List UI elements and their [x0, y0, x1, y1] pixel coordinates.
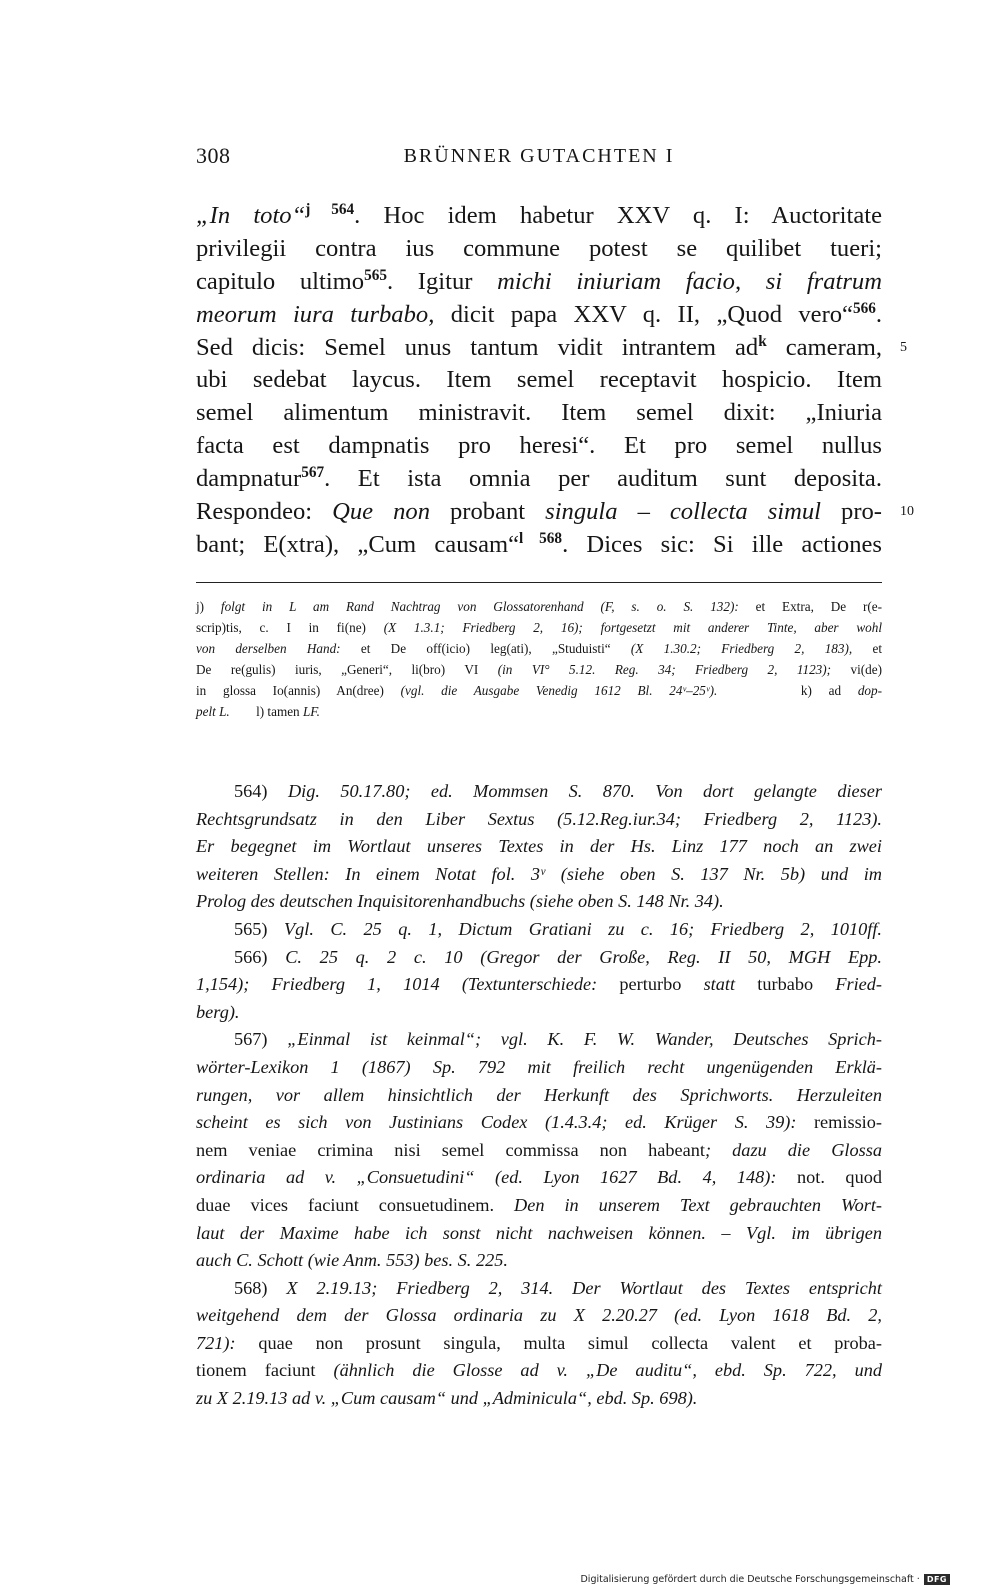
text-line: [196, 332, 907, 365]
footnote-line: [196, 806, 882, 834]
text-span: pro-: [821, 498, 882, 526]
italic-phrase: ordinaria ad v. „Consuetudini“ (ed. Lyon 1627 Bd. 4, 148):: [196, 1167, 777, 1188]
footnote-line: [196, 1220, 882, 1248]
italic-phrase: (vgl. die Ausgabe Venedig 1612 Bl. 24ᵛ–25ᵛ).: [400, 683, 718, 698]
apparatus-line: [196, 680, 882, 701]
text-span: j): [196, 599, 221, 614]
text-line: [196, 266, 882, 299]
text-span: Sed dicis: Semel unus tantum vidit intrantem ad: [196, 333, 759, 361]
credit-text: Digitalisierung gefördert durch die Deutsche Forschungsgemeinschaft ·: [580, 1574, 920, 1585]
italic-phrase: Den in unserem Text gebrauchten Wort-: [494, 1194, 882, 1215]
text-span: scrip)tis, c. I in fi(ne): [196, 620, 384, 635]
text-span: . Hoc idem habetur XXV q. I: Auctoritate: [354, 202, 882, 229]
text-span: . Et ista omnia per auditum sunt deposita.: [324, 465, 882, 493]
italic-phrase: zu X 2.19.13 ad v. „Cum causam“ und „Adminicula“, ebd. Sp. 698).: [196, 1388, 698, 1409]
footnote-line: [196, 778, 882, 806]
text-span: turbabo: [735, 974, 836, 995]
footnote-line: [196, 944, 882, 972]
footnote-line: [196, 1109, 882, 1137]
italic-phrase: (X 1.30.2; Friedberg 2, 183),: [630, 641, 853, 656]
italic-phrase: (in VI° 5.12. Reg. 34; Friedberg 2, 1123);: [497, 662, 832, 677]
page-number: 308: [196, 143, 231, 168]
italic-phrase: (ähnlich die Glosse ad v. „De auditu“, ebd. Sp. 722, und: [315, 1360, 883, 1381]
text-span: quae non prosunt singula, multa simul collecta valent et proba-: [235, 1332, 882, 1353]
text-span: . Dices sic: Si ille actiones: [562, 530, 882, 558]
text-span: –: [617, 498, 670, 526]
text-span: De re(gulis) iuris, „Generi“, li(bro) VI: [196, 662, 498, 677]
text-line: [196, 299, 882, 332]
text-span: probant: [430, 498, 546, 526]
italic-phrase: Rechtsgrundsatz in den Liber Sextus (5.12.Reg.iur.34; Friedberg 2, 1123).: [196, 808, 882, 829]
italic-phrase: Vgl. C. 25 q. 1, Dictum Gratiani zu c. 16; Friedberg 2, 1010ff.: [283, 918, 882, 939]
footnote-number: 564): [234, 781, 288, 801]
note-marker: 565: [364, 266, 387, 284]
italic-phrase: „In toto“: [196, 202, 306, 229]
italic-phrase: X 2.19.13; Friedberg 2, 314. Der Wortlaut des Textes entspricht: [286, 1277, 882, 1298]
italic-phrase: auch C. Schott (wie Anm. 553) bes. S. 225.: [196, 1250, 508, 1271]
italic-phrase: singula: [545, 498, 618, 526]
italic-phrase: von derselben Hand:: [196, 641, 341, 656]
footnote-line: [196, 1302, 882, 1330]
text-span: .: [875, 300, 883, 328]
footnote-line: [196, 1082, 882, 1110]
footnote-line: [196, 833, 882, 861]
footnote-line: [196, 1357, 882, 1385]
footnote-number: 568): [234, 1277, 287, 1298]
italic-phrase: pelt L.: [196, 704, 230, 719]
footnote-line: [196, 916, 882, 944]
digitization-credit: [580, 1574, 950, 1585]
text-line: [196, 496, 914, 529]
apparatus-line: [196, 617, 882, 638]
page-header: [196, 143, 882, 173]
footnote-number: 565): [234, 918, 284, 939]
italic-phrase: (X 1.3.1; Friedberg 2, 16); fortgesetzt mit anderer Tinte, aber wohl: [383, 620, 882, 635]
note-marker: l 568: [519, 529, 563, 547]
text-line: ubi sedebat laycus. Item semel receptavit hospicio. Item: [196, 366, 882, 394]
italic-phrase: collecta simul: [669, 498, 822, 526]
text-span: bant; E(xtra), „Cum causam“: [196, 530, 520, 558]
text-span: nem veniae crimina nisi semel commissa non habeant: [196, 1139, 705, 1160]
note-marker: k: [758, 332, 767, 350]
footnote-line: [196, 861, 882, 889]
footnote-line: [196, 1275, 882, 1303]
note-marker: 567: [301, 463, 325, 481]
text-span: not. quod: [776, 1167, 882, 1188]
note-marker: j 564: [305, 200, 355, 218]
text-span: et: [852, 641, 882, 656]
italic-phrase: weiteren Stellen: In einem Notat fol. 3ᵛ (siehe oben S. 137 Nr. 5b) und im: [196, 863, 882, 884]
italic-phrase: ; dazu die Glossa: [705, 1139, 882, 1160]
text-span: dampnatur: [196, 465, 302, 493]
italic-phrase: laut der Maxime habe ich sonst nicht nachweisen können. – Vgl. im übrigen: [196, 1222, 882, 1243]
apparatus-line: [196, 659, 882, 680]
text-line: semel alimentum ministravit. Item semel dixit: „Iniuria: [196, 399, 882, 427]
italic-phrase: Fried-: [835, 974, 883, 995]
text-span: dicit papa XXV q. II, „Quod vero“: [434, 300, 853, 328]
footnotes: [196, 778, 882, 1413]
apparatus-line: [196, 638, 882, 659]
italic-phrase: rungen, vor allem hinsichtlich der Herkunft des Sprichworts. Herzuleiten: [196, 1084, 882, 1105]
italic-phrase: statt: [703, 974, 736, 995]
text-span: in glossa Io(annis) An(dree): [196, 683, 401, 698]
text-span: tionem faciunt: [196, 1360, 316, 1381]
footnote-line: [196, 971, 882, 999]
italic-phrase: Que non: [332, 498, 430, 526]
footnote-line: [196, 1192, 882, 1220]
italic-phrase: michi iniuriam facio, si fratrum: [497, 267, 882, 295]
footnote-line: [196, 1330, 882, 1358]
footnote-line: [196, 1247, 882, 1275]
text-span: perturbo: [597, 974, 704, 995]
footnote-line: [196, 1385, 882, 1413]
line-number: 10: [900, 504, 914, 520]
dfg-logo: DFG: [924, 1574, 950, 1585]
text-span: et De off(icio) leg(ati), „Studuisti“: [340, 641, 631, 656]
running-title: BRÜNNER GUTACHTEN I: [403, 145, 675, 167]
note-marker: 566: [852, 299, 876, 317]
italic-phrase: 1,154); Friedberg 1, 1014 (Textunterschiede:: [196, 974, 598, 995]
text-line: facta est dampnatis pro heresi“. Et pro semel nullus: [196, 432, 882, 460]
text-line: [196, 529, 882, 562]
text-span: cameram,: [766, 333, 882, 361]
text-span: duae vices faciunt consuetudinem.: [196, 1194, 495, 1215]
main-text: [196, 200, 914, 562]
footnote-number: 566): [234, 946, 286, 967]
text-span: remissio-: [796, 1112, 882, 1133]
text-span: et Extra, De r(e-: [738, 599, 882, 614]
footnote-line: [196, 888, 882, 916]
footnote-number: 567): [234, 1029, 288, 1050]
footnote-line: [196, 1164, 882, 1192]
italic-phrase: LF.: [302, 704, 320, 719]
footnote-separator: [196, 582, 882, 583]
critical-apparatus: [196, 596, 882, 722]
text-line: [196, 463, 882, 496]
text-line: privilegii contra ius commune potest se quilibet tueri;: [196, 234, 882, 262]
footnote-line: [196, 1026, 882, 1054]
italic-phrase: wörter-Lexikon 1 (1867) Sp. 792 mit freilich recht ungenügenden Erklä-: [196, 1056, 882, 1077]
italic-phrase: 721):: [196, 1332, 236, 1353]
text-span: k) ad: [717, 683, 858, 698]
text-span: Respondeo:: [196, 498, 333, 526]
italic-phrase: folgt in L am Rand Nachtrag von Glossatorenhand (F, s. o. S. 132):: [220, 599, 739, 614]
text-line: [196, 200, 882, 233]
footnote-line: [196, 1054, 882, 1082]
italic-phrase: Prolog des deutschen Inquisitorenhandbuchs (siehe oben S. 148 Nr. 34).: [196, 891, 724, 912]
italic-phrase: weitgehend dem der Glossa ordinaria zu X 2.20.27 (ed. Lyon 1618 Bd. 2,: [196, 1305, 882, 1326]
text-span: . Igitur: [386, 267, 498, 295]
italic-phrase: dop-: [857, 683, 882, 698]
text-span: vi(de): [831, 662, 882, 677]
footnote-line: [196, 1137, 882, 1165]
italic-phrase: berg).: [196, 1001, 240, 1022]
apparatus-line: [196, 596, 882, 617]
italic-phrase: meorum iura turbabo,: [196, 300, 435, 328]
text-span: l) tamen: [229, 704, 303, 719]
italic-phrase: scheint es sich von Justinians Codex (1.4.3.4; ed. Krüger S. 39):: [196, 1112, 797, 1133]
line-number: 5: [900, 339, 907, 355]
italic-phrase: C. 25 q. 2 c. 10 (Gregor der Große, Reg. II 50, MGH Epp.: [285, 946, 882, 967]
italic-phrase: „Einmal ist keinmal“; vgl. K. F. W. Wander, Deutsches Sprich-: [287, 1029, 882, 1050]
text-span: capitulo ultimo: [196, 267, 365, 295]
apparatus-line: [196, 701, 882, 722]
italic-phrase: Dig. 50.17.80; ed. Mommsen S. 870. Von dort gelangte dieser: [287, 781, 882, 801]
italic-phrase: Er begegnet im Wortlaut unseres Textes in der Hs. Linz 177 noch an zwei: [196, 836, 882, 857]
footnote-line: [196, 999, 882, 1027]
